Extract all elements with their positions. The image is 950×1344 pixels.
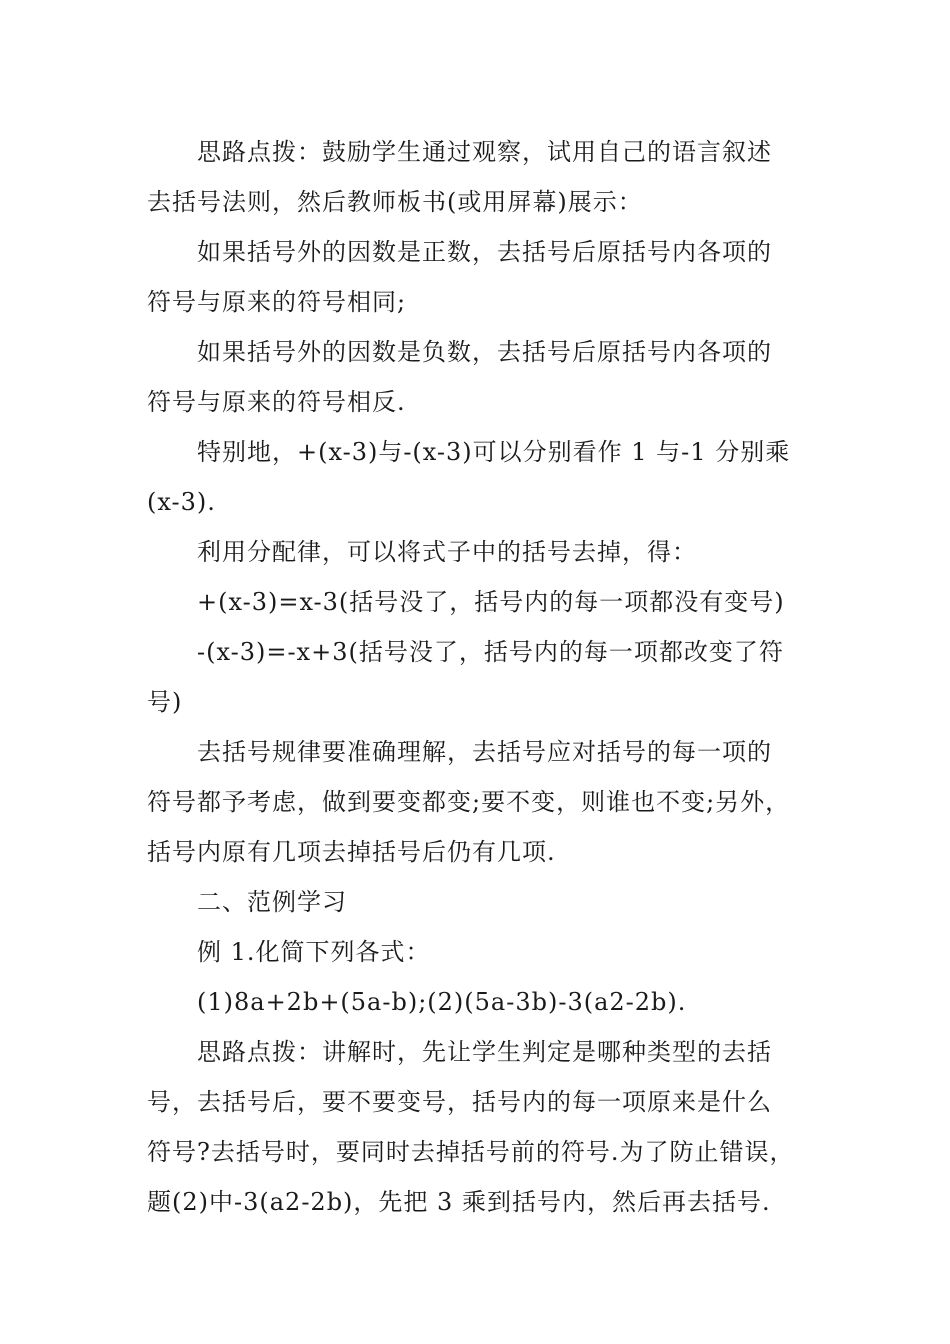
paragraph-line: 思路点拨：鼓励学生通过观察，试用自己的语言叙述	[197, 138, 772, 166]
paragraph-line: 去括号法则，然后教师板书(或用屏幕)展示：	[147, 188, 643, 216]
paragraph-line: 题(2)中-3(a2-2b)，先把 3 乘到括号内，然后再去括号.	[147, 1188, 771, 1216]
paragraph-line: 思路点拨：讲解时，先让学生判定是哪种类型的去括	[197, 1038, 772, 1066]
paragraph-line: 号)	[147, 688, 183, 716]
paragraph-line: 符号?去括号时，要同时去掉括号前的符号.为了防止错误，	[147, 1138, 795, 1166]
example-title: 例 1.化简下列各式：	[197, 938, 431, 966]
paragraph-line: 特别地，+(x-3)与-(x-3)可以分别看作 1 与-1 分别乘	[197, 438, 791, 466]
paragraph-line: 符号都予考虑，做到要变都变;要不变，则谁也不变;另外，	[147, 788, 791, 816]
paragraph-line: (x-3).	[147, 488, 216, 516]
paragraph-line: 如果括号外的因数是负数，去括号后原括号内各项的	[197, 338, 772, 366]
paragraph-line: 符号与原来的符号相同;	[147, 288, 407, 316]
paragraph-line: 如果括号外的因数是正数，去括号后原括号内各项的	[197, 238, 772, 266]
paragraph-line: 括号内原有几项去掉括号后仍有几项.	[147, 838, 556, 866]
section-heading: 二、范例学习	[197, 888, 347, 916]
paragraph-line: 利用分配律，可以将式子中的括号去掉，得：	[197, 538, 697, 566]
formula-line: -(x-3)=-x+3(括号没了，括号内的每一项都改变了符	[197, 638, 784, 666]
paragraph-line: 号，去括号后，要不要变号，括号内的每一项原来是什么	[147, 1088, 772, 1116]
paragraph-line: 去括号规律要准确理解，去括号应对括号的每一项的	[197, 738, 772, 766]
formula-line: +(x-3)=x-3(括号没了，括号内的每一项都没有变号)	[197, 588, 785, 616]
formula-line: (1)8a+2b+(5a-b);(2)(5a-3b)-3(a2-2b).	[197, 988, 687, 1016]
paragraph-line: 符号与原来的符号相反.	[147, 388, 406, 416]
